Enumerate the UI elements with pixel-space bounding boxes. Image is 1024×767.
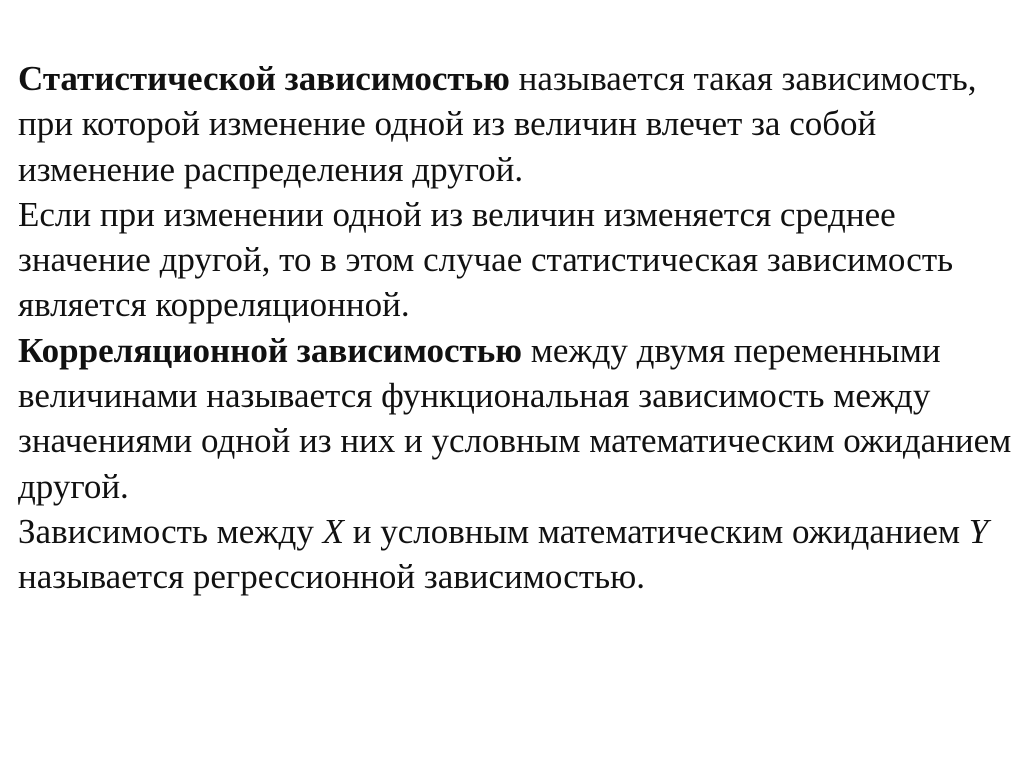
- variable-y: Y: [968, 511, 989, 551]
- slide-body: [18, 56, 1018, 600]
- definition-correlation-dependence: [18, 328, 1018, 509]
- definition-text: называется такая зависимость, при которой изменение одной из величин влечет за собой изменение распределения другой.: [18, 59, 977, 189]
- definition-statistical-dependence: [18, 56, 1018, 192]
- variable-x: X: [322, 511, 344, 551]
- paragraph-text: Если при изменении одной из величин изменяется среднее значение другой, то в этом случае статистическая зависимость является корреляционной.: [18, 194, 954, 325]
- paragraph-text-b: и условным математическим ожиданием: [343, 511, 969, 551]
- paragraph-text-a: Зависимость между: [18, 511, 323, 551]
- paragraph-text-c: называется регрессионной зависимостью.: [18, 557, 645, 597]
- correlation-condition-paragraph: [18, 192, 1018, 328]
- definition-text: между двумя переменными величинами называется функциональная зависимость между значениями одной из них и условным математическим ожиданием другой.: [18, 330, 1012, 506]
- term-statistical-dependence: Статистической зависимостью: [18, 59, 510, 98]
- regression-dependence-paragraph: [18, 509, 1018, 600]
- term-correlation-dependence: Корреляционной зависимостью: [18, 330, 522, 370]
